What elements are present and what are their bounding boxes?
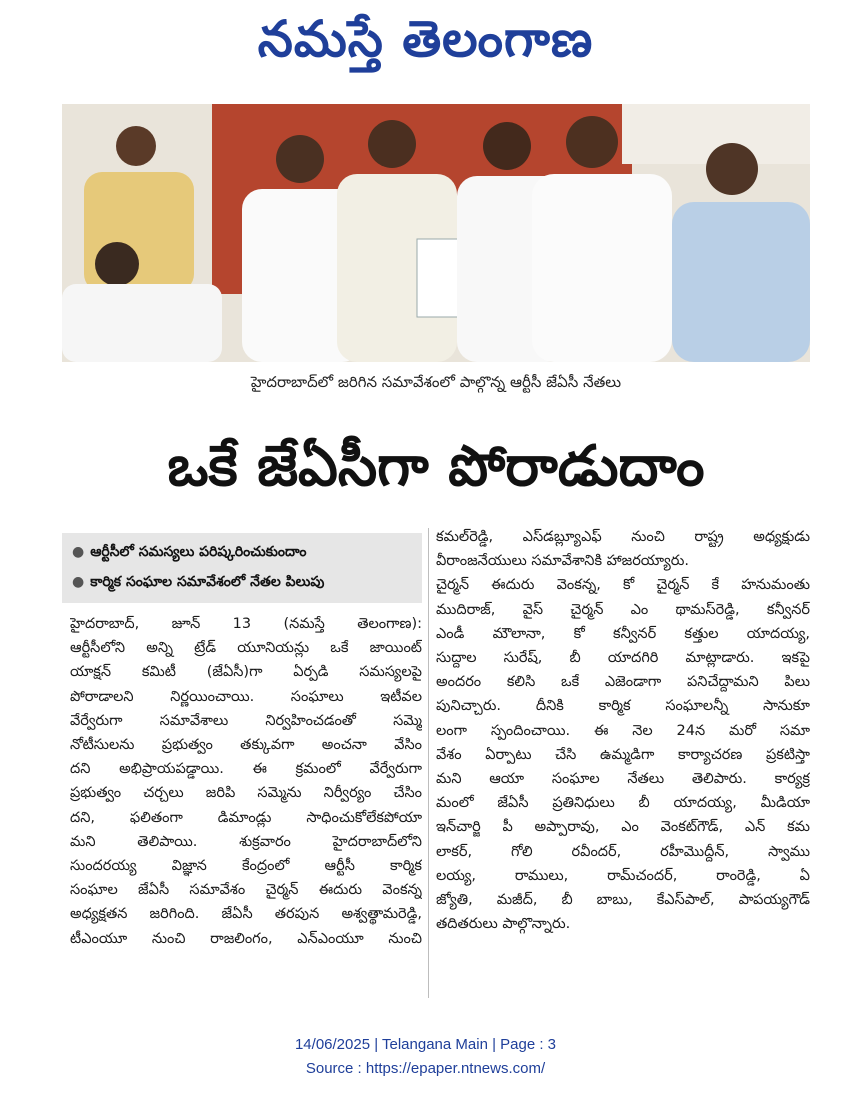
- bullet-icon: ●: [72, 544, 85, 560]
- text-line: తదితరులు పాల్గొన్నారు.: [436, 916, 571, 933]
- subheading-box: [62, 533, 422, 603]
- bullet-icon: ●: [72, 574, 85, 590]
- text-line: సుందరయ్య విజ్ఞాన కేంద్రంలో ఆర్టీసీ కార్మిక: [70, 858, 422, 875]
- text-line: ముదిరాజ్, వైస్ చైర్మన్ ఎం థామస్‌రెడ్డి, కన్వీనర్: [436, 601, 810, 618]
- text-line: వీరాంజనేయులు సమావేశానికి హాజరయ్యారు.: [436, 553, 689, 570]
- text-line: హైదరాబాద్, జూన్ 13 (నమస్తే తెలంగాణ):: [70, 616, 422, 632]
- article-column-left: [70, 612, 422, 951]
- text-line: చైర్మన్ ఈదురు వెంకన్న, కో చైర్మన్ కే హనుమంతు: [436, 577, 810, 594]
- text-line: దని, ఫలితంగా డిమాండ్లు సాధించుకోలేకపోయా: [70, 809, 422, 826]
- text-line: వేర్వేరుగా సమావేశాలు నిర్వహించడంతో సమ్మె: [70, 712, 422, 729]
- headline: ఒకే జేఏసీగా పోరాడుదాం: [167, 434, 705, 499]
- footer-source: Source : https://epaper.ntnews.com/: [305, 1060, 546, 1077]
- subheading-bullet: ● ఆర్టీసీలో సమస్యలు పరిష్కరించుకుందాం: [72, 544, 307, 560]
- news-photo: [62, 104, 810, 362]
- text-line: పోరాడాలని నిర్ణయించాయి. సంఘాలు ఇటీవల: [70, 688, 422, 705]
- text-line: వేశం ఏర్పాటు చేసి ఉమ్మడిగా కార్యాచరణ ప్రకటిస్తా: [436, 746, 810, 763]
- text-line: అందరం కలిసి ఒకే ఎజెండాగా పనిచేద్దామని పిలు: [436, 674, 810, 691]
- text-line: మని ఆయా సంఘాల నేతలు తెలిపారు. కార్యక్ర: [436, 771, 810, 788]
- text-line: కమల్‌రెడ్డి, ఎస్‌డబ్ల్యూఎఫ్ నుంచి రాష్ట్ర అధ్యక్షుడు: [436, 529, 810, 545]
- text-line: ఇన్‌చార్జి పీ అప్పారావు, ఎం వెంకట్‌గౌడ్, ఎన్ కమ: [436, 819, 810, 836]
- text-line: లంగా స్పందించాయి. ఈ నెల 24న మరో సమా: [436, 722, 810, 739]
- text-line: లాకర్, గోలి రవీందర్, రహీమొద్దీన్, స్వాము: [436, 843, 810, 860]
- text-line: మని తెలిపాయి. శుక్రవారం హైదరాబాద్‌లోని: [70, 833, 422, 850]
- text-line: ప్రభుత్వం చర్చలు జరిపి సమ్మెను నిర్వీర్యం చేసిం: [70, 785, 422, 802]
- article-column-right: [436, 525, 810, 936]
- text-line: టీఎంయూ నుంచి రాజలింగం, ఎన్ఎంయూ నుంచి: [70, 930, 422, 947]
- text-line: నోటీసులను ప్రభుత్వం తక్కువగా అంచనా వేసిం: [70, 737, 422, 754]
- text-line: లయ్య, రాములు, రామ్‌చందర్, రాంరెడ్డి, ఏ: [436, 867, 810, 884]
- text-line: ఆర్టీసీలోని అన్ని ట్రేడ్ యూనియన్లు ఒకే జాయింట్: [70, 640, 422, 657]
- column-divider: [428, 528, 429, 998]
- text-line: సంఘాల జేఏసీ సమావేశం చైర్మన్ ఈదురు వెంకన్న: [70, 882, 422, 899]
- text-line: మంలో జేఏసీ ప్రతినిధులు బీ యాదయ్య, మీడియా: [436, 795, 810, 812]
- footer-date-edition: 14/06/2025 | Telangana Main | Page : 3: [294, 1036, 557, 1053]
- text-line: ఎండీ మౌలానా, కో కన్వీనర్ కత్తుల యాదయ్య,: [436, 625, 810, 642]
- masthead-logo: నమస్తే తెలంగాణ: [257, 9, 594, 68]
- text-line: యాక్షన్ కమిటీ (జేఏసీ)గా ఏర్పడి సమస్యలపై: [70, 664, 422, 681]
- photo-caption: హైదరాబాద్‌లో జరిగిన సమావేశంలో పాల్గొన్న ఆర్టీసీ జేఏసీ నేతలు: [250, 373, 622, 391]
- text-line: సుద్దాల సురేష్, బీ యాదగిరి మాట్లాడారు. ఇకపై: [436, 650, 810, 667]
- text-line: దని అభిప్రాయపడ్డాయి. ఈ క్రమంలో వేర్వేరుగా: [70, 761, 422, 778]
- subheading-bullet: ● కార్మిక సంఘాల సమావేశంలో నేతల పిలుపు: [72, 574, 325, 590]
- text-line: అధ్యక్షతన జరిగింది. జేఏసీ తరపున అశ్వత్థామరెడ్డి,: [70, 906, 422, 923]
- text-line: జ్యోతి, మజీద్, బీ బాబు, కేఎస్‌పాల్, పాపయ్యగౌడ్: [436, 892, 810, 909]
- text-line: పునిచ్చారు. దీనికి కార్మిక సంఘాలన్నీ సానుకూ: [436, 698, 810, 715]
